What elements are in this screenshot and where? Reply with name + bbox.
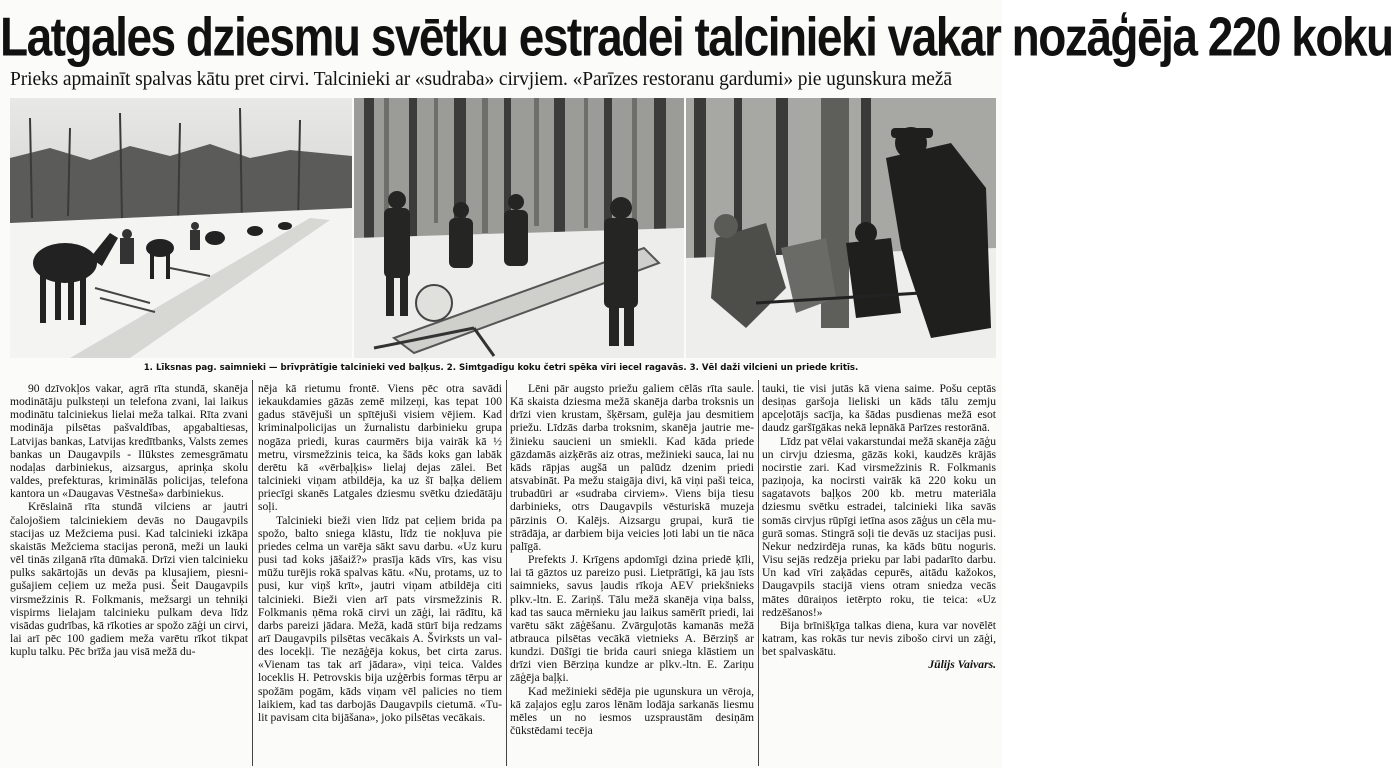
paragraph: Lēni pār augsto priežu galiem cēlās rīta saule. Kā skaista dziesma mežā skanēja darba troksnis un drīzi vien krustam, šķērsam, gulēja jau desmitiem priežu. Līdzās darba troksnim, skanēja jautrie mežinieku saucieni un smiekli. Kad kāda priede gāzdamās aizķērās aiz otras, mežinieki sauca, lai nu kāds rāpjas augšā un palūdz dzenim priedi atsvabināt. Pa mežu staigāja divi, kā viņi paši teica, trubadūri ar «sudraba cirviem». Viens bija tiesu darbinieks, otrs Daugavpils vēsturiskā muzeja pārzinis O. Kalējs. Aizsargu grupai, kurā tie strādāja, ar darbiem bija veicies ļoti labi un tie nāca palīgā. bbox=[510, 382, 754, 553]
photo-horse-sledges bbox=[10, 98, 352, 358]
paragraph: Līdz pat vēlai vakarstundai mežā skanēja zāģu un cirvju dziesma, gāzās koki, kaudzēs krājās nocirstie zari. Kad virsmežzinis R. Folkmanis paziņoja, ka nocirsti vairāk kā 220 koku un sagatavots baļķos 200 kb. metru materiāla dziesmu svētku estradei, talcinieki lika savās somās cirvjus rūpīgi ietīna asos zāģus un cēla mugurā somas. Stingrā soļi tie devās uz stacijas pusi. Nekur nedzirdēja runas, ka kāds būtu noguris. Visu sejās redzēja prieku par labi padarīto darbu. Un kad vīri zaķādas cepurēs, aitādu kažokos, Daugavpils stacijā viens otram sniedza vecās mātes dūraiņos ietērpto roku, tie teica: «Uz redzēšanos!» bbox=[762, 434, 996, 619]
column-rule bbox=[506, 380, 507, 766]
column-rule bbox=[758, 380, 759, 766]
photo-sawing-tree bbox=[686, 98, 996, 358]
paragraph: Prefekts J. Krīgens apdomīgi dzina priedē ķīli, lai tā gāztos uz pareizo pusi. Lietprātīgi, kā jau īsts saimnieks, savus ļaudis rīkoja AEV priekšnieks plkv.-ltn. E. Zariņš. Tālu mežā skanēja viņa balss, kad tas sauca mērnieku jau laikus samērīt priedi, lai varētu sākt zāģēšanu. Zvārguļotās kamanās mežā atbrauca pilsētas vecākā vietnieks A. Bērziņš ar kundzi. Dūšīgi tie brida cauri sniega klāstiem un drīzi vien Bērziņa kundze ar plkv.-ltn. E. Zariņu zāģēja baļķi. bbox=[510, 553, 754, 685]
headline: Latgales dziesmu svētku estradei talcinieki vakar nozāģēja 220 koku bbox=[0, 5, 1393, 68]
column-rule bbox=[252, 380, 253, 766]
paragraph: Krēslainā rīta stundā vilciens ar jautri čalojošiem talciniekiem devās no Daugavpils stacijas uz Mežciema pusi. Kad talcinieki izkāpa skaistās Mežciema stacijas peronā, meži un lauki vēl tinās zilganā rīta dūmakā. Drīzi vien talcinieku pulks sakārtojās un devās pa klusajiem, piesnigušajiem ceļiem uz meža pusi. Šeit Daugavpils virsmežzinis R. Folkmanis, mežsargi un tehniķi vispirms lielajam talcinieku pulkam deva līdz visādas gudrības, kā rīkoties ar spožo zāģi un cirvi, lai arī pēc 100 gadiem meža varētu rīkot tikpat kuplu talku. Pēc brīža jau visā mežā du- bbox=[10, 500, 248, 659]
paragraph: 90 dzīvokļos vakar, agrā rīta stundā, skanēja modinātāju pulksteņi un telefona zvani, lai laikus modinātu talciniekus lielai meža talkai. Rīta zvani modināja pilsētas pašvaldības, apgabaltiesas, Latvijas bankas, Latvijas kredītbanks, Valsts zemes bankas un Daugavpils - Ilūkstes zemesgrāmatu nodaļas darbiniekus, aizsargus, aprinķa skolu valdes, prefekturas, kriminālās policijas, telefona kantora un «Daugavas Vēstneša» darbiniekus. bbox=[10, 382, 248, 501]
article-column-1 bbox=[10, 382, 248, 768]
article-column-4 bbox=[762, 382, 996, 768]
paragraph: Talcinieki bieži vien līdz pat ceļiem brida pa spožo, balto sniega klāstu, līdz tie nokļuva pie priedes celma un varēja sākt savu darbu. «Uz kuru pusi tad koks jāšaiž?» prasīja kāds vīrs, kas visu mūžu turējis rokā spalvas kātu. «Nu, protams, uz to pusi, kur viņš krīt», jautri viņam atbildēja citi talcinieki. Bieži vien arī pats virsmežzinis R. Folkmanis ņēma rokā cirvi un zāģi, lai rādītu, kā darbs pareizi jādara. Mežā, kadā stūrī bija redzams arī Daugavpils pilsētas vecākais A. Švirksts un valdes locekļi. Tie nezāģēja kokus, bet cirta zarus. «Vienam tas tak arī jādara», viņi teica. Valdes loceklis H. Petrovskis bija uzģērbis formas tērpu ar spožām pogām, kāds viņam vēl palicies no tiem laikiem, kad tas darbojās Daugavpils cietumā. «Tulit pavisam cita bijāšana», joko pilsētas vecākais. bbox=[258, 513, 502, 724]
photo-caption: 1. Līksnas pag. saimnieki — brīvprātīgie talcinieki ved baļķus. 2. Simtgadīgu koku četri spēka vīri iecel ragavās. 3. Vēl daži vilcieni un priede kritīs. bbox=[143, 363, 859, 373]
paragraph: Bija brīnišķīga talkas diena, kura var novēlēt katram, kas rokās tur nevis zibošo cirvi un zāģi, bet spalvaskātu. bbox=[762, 618, 996, 659]
article-column-3 bbox=[510, 382, 754, 768]
paragraph: tauki, tie visi jutās kā viena saime. Pošu ceptās desiņas garšoja lieliski un kāds tālu zemju apceļotājs sacīja, ka šādas pusdienas mežā esot daudz garšīgākas nekā lepnākā Parīzes restorānā. bbox=[762, 382, 996, 435]
author-signature: Jūlijs Vaivars. bbox=[928, 658, 996, 672]
subheadline: Prieks apmainīt spalvas kātu pret cirvi. Talcinieki ar «sudraba» cirvjiem. «Parīzes restoranu gardumi» pie ugunskura mežā bbox=[10, 69, 952, 90]
photo-lifting-log bbox=[354, 98, 684, 358]
paragraph: nēja kā rietumu frontē. Viens pēc otra savādi iekaukdamies gāzās zemē milzeņi, kas tepat 100 gadus stāvējuši un spītējuši visiem vējiem. Kad kriminalpolicijas un žurnalistu darbinieku grupa nogāza priedi, kuras caurmērs bija vairāk kā ½ metru, virsmežzinis teica, ka šāds koks gan labāk derētu kā «vērbaļķis» lielaj dejas zālei. Bet talcinieki viņam atbildēja, ka uz šī baļķa dēliem priecīgi skanēs Latgales dziesmu svētku dziedātāju soļi. bbox=[258, 382, 502, 514]
paragraph: Kad mežinieki sēdēja pie ugunskura un vēroja, kā zaļajos egļu zaros lēnām lodāja sarkanās liesmu mēles un no iesmos uzspraustām desiņām čūkstēdami tecēja bbox=[510, 684, 754, 738]
article-column-2 bbox=[258, 382, 502, 768]
